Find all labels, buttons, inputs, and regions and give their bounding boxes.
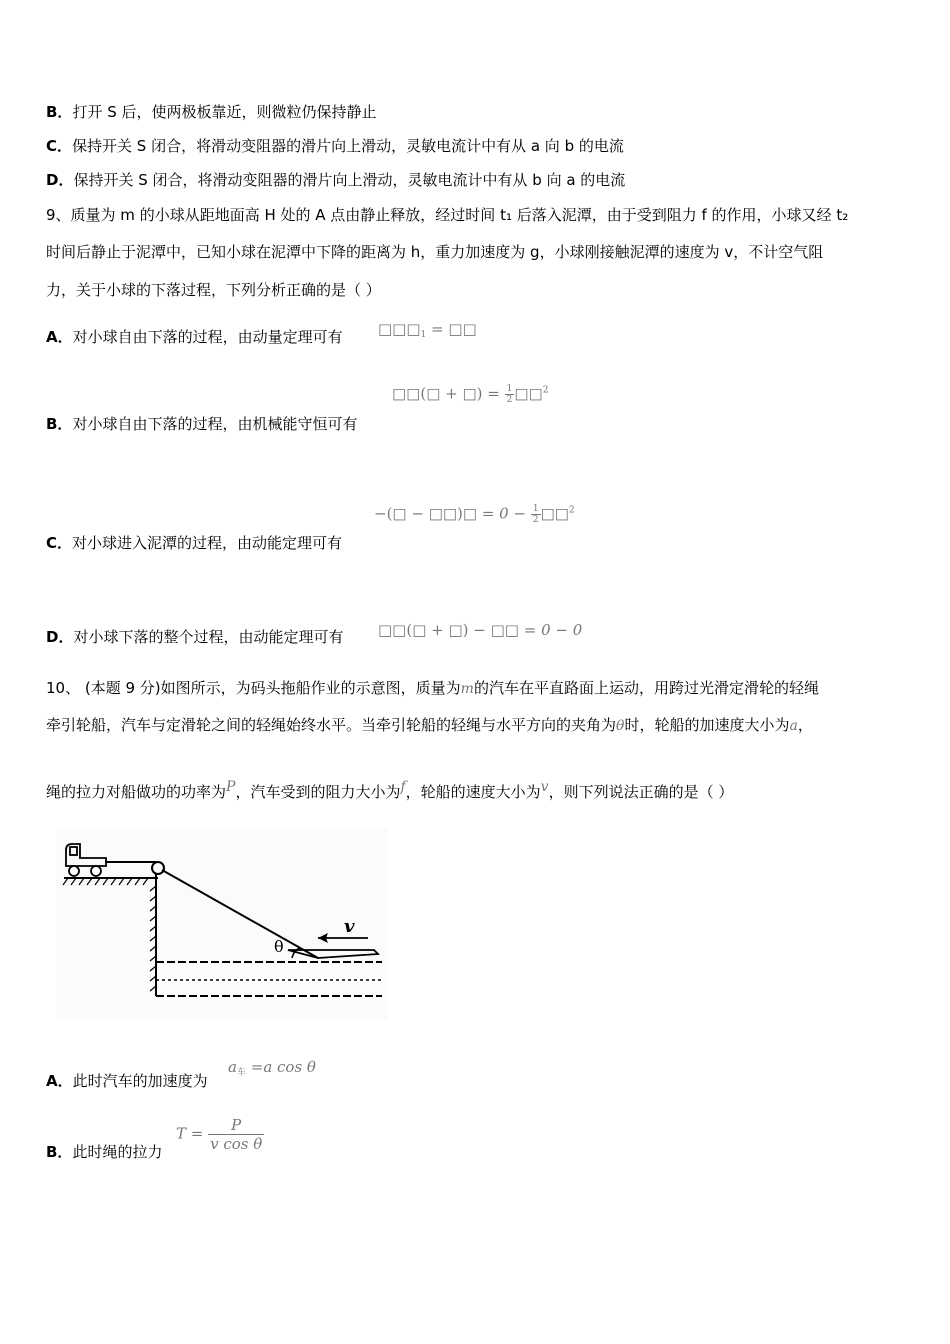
- stem-text: 绳的拉力对船做功的功率为: [46, 783, 227, 801]
- stem-text: ，轮船的速度大小为: [405, 783, 541, 801]
- option-letter: C．: [46, 534, 73, 552]
- option-text: 对小球自由下落的过程，由动量定理可有: [72, 328, 343, 346]
- option-letter: D．: [46, 171, 74, 189]
- option-text: 对小球下落的整个过程，由动能定理可有: [73, 628, 344, 646]
- diagram-background: [56, 828, 388, 1020]
- option-letter: B．: [46, 1143, 73, 1161]
- q10-option-b: [46, 1142, 162, 1162]
- var-v: v: [540, 779, 549, 795]
- option-text: 保持开关 S 闭合，将滑动变阻器的滑片向上滑动，灵敏电流计中有从 b 向 a 的电流: [73, 171, 626, 189]
- formula-part: □□(□ + □) − □□ =: [378, 621, 542, 639]
- option-text: 打开 S 后，使两极板靠近，则微粒仍保持静止: [72, 103, 377, 121]
- stem-text: 牵引轮船，汽车与定滑轮之间的轻绳始终水平。当牵引轮船的轻绳与水平方向的夹角为: [46, 716, 617, 734]
- q10-stem-line-2: [46, 715, 813, 736]
- formula-part: □□: [540, 504, 569, 523]
- var-a: a: [789, 718, 798, 734]
- q9-option-b: [46, 414, 357, 434]
- formula-minus: −: [508, 504, 531, 523]
- fraction-numerator: P: [208, 1116, 264, 1135]
- var-theta: θ: [616, 718, 625, 734]
- q10-stem-line-3: [46, 777, 733, 802]
- formula-lhs: a: [228, 1058, 237, 1076]
- fraction-denominator: 2: [506, 395, 513, 405]
- option-text: 对小球进入泥潭的过程，由动能定理可有: [72, 534, 343, 552]
- formula-zero: 0: [499, 504, 509, 523]
- var-m: m: [460, 681, 474, 697]
- q9-formula-c: [374, 504, 575, 525]
- q9-formula-a: [378, 320, 477, 340]
- option-letter: A．: [46, 1072, 73, 1090]
- formula-part: □□: [514, 384, 543, 403]
- fraction-numerator: 1: [532, 504, 539, 514]
- tugboat-diagram: [56, 828, 388, 1024]
- formula-subscript: 1: [420, 330, 427, 340]
- q9-option-c: [46, 533, 342, 553]
- formula-part: □□□: [378, 320, 421, 338]
- option-text: 此时汽车的加速度为: [72, 1072, 208, 1090]
- option-letter: B．: [46, 415, 73, 433]
- theta-label: θ: [274, 937, 284, 956]
- formula-rhs: =a cos θ: [250, 1058, 316, 1076]
- q10-formula-a: [228, 1058, 316, 1078]
- formula-superscript: 2: [568, 505, 575, 516]
- diagram-svg: [56, 828, 388, 1020]
- velocity-label: v: [344, 916, 355, 937]
- formula-part: = □□: [426, 320, 477, 338]
- q10-stem-line-1: [46, 678, 819, 699]
- q9-formula-b: [392, 384, 548, 405]
- formula-superscript: 2: [542, 385, 549, 396]
- option-letter: B．: [46, 103, 73, 121]
- stem-text: ，则下列说法正确的是（ ）: [548, 783, 734, 801]
- q10-formula-b: [176, 1116, 264, 1153]
- formula-part: −(□ − □□)□ =: [374, 504, 500, 523]
- option-text: 此时绳的拉力: [72, 1143, 163, 1161]
- q9-option-d: [46, 627, 343, 647]
- q8-option-b: [46, 102, 377, 122]
- var-p: P: [226, 779, 236, 795]
- q9-stem-line-2: 时间后静止于泥潭中，已知小球在泥潭中下降的距离为 h，重力加速度为 g，小球刚接触泥潭的速度为 v，不计空气阻: [46, 243, 824, 261]
- q9-formula-d: [378, 621, 582, 639]
- formula-part: 0 − 0: [541, 621, 583, 639]
- q10-option-a: [46, 1071, 208, 1091]
- q9-stem-line-1: 9、质量为 m 的小球从距地面高 H 处的 A 点由静止释放，经过时间 t₁ 后落入泥潭，由于受到阻力 f 的作用，小球又经 t₂: [46, 206, 849, 224]
- fraction-denominator: v cos θ: [210, 1135, 263, 1153]
- stem-text: 10、 (本题 9 分)如图所示，为码头拖船作业的示意图，质量为: [46, 679, 461, 697]
- formula-lhs: T =: [176, 1124, 204, 1143]
- formula-subscript: 车: [236, 1068, 246, 1078]
- q9-stem-line-3: 力，关于小球的下落过程，下列分析正确的是（ ）: [46, 281, 381, 299]
- option-letter: C．: [46, 137, 73, 155]
- formula-part: □□(□ + □) =: [392, 384, 505, 403]
- stem-text: 时，轮船的加速度大小为: [624, 716, 790, 734]
- option-letter: A．: [46, 328, 73, 346]
- fraction-denominator: 2: [532, 515, 539, 525]
- q8-option-d: [46, 170, 625, 190]
- option-letter: D．: [46, 628, 74, 646]
- stem-text: ，汽车受到的阻力大小为: [235, 783, 401, 801]
- var-f: f: [400, 779, 406, 795]
- q8-option-c: [46, 136, 624, 156]
- fraction-numerator: 1: [506, 384, 513, 394]
- q9-option-a: [46, 327, 343, 347]
- stem-text: 的汽车在平直路面上运动，用跨过光滑定滑轮的轻绳: [473, 679, 819, 697]
- option-text: 对小球自由下落的过程，由机械能守恒可有: [72, 415, 358, 433]
- stem-text: ，: [797, 716, 813, 734]
- option-text: 保持开关 S 闭合，将滑动变阻器的滑片向上滑动，灵敏电流计中有从 a 向 b 的电流: [72, 137, 624, 155]
